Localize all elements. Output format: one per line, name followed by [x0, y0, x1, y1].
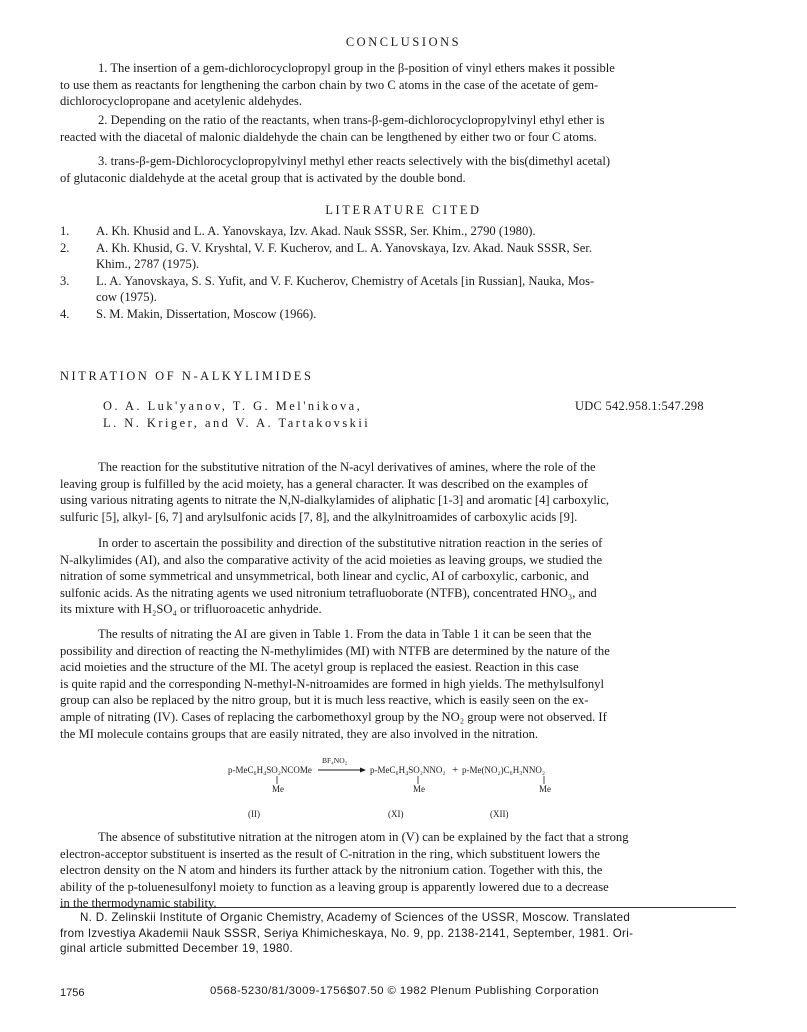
reference-text: A. Kh. Khusid and L. A. Yanovskaya, Izv. Akad. Nauk SSSR, Ser. Khim., 2790 (1980). — [96, 224, 536, 238]
udc-code: UDC 542.958.1:547.298 — [575, 399, 704, 413]
reactant-label: (II) — [248, 809, 260, 819]
product1-formula: p-MeC₆H₄SO₂NNO₂ — [370, 765, 446, 775]
reference-item — [60, 273, 736, 306]
body-paragraph-4 — [60, 829, 736, 912]
text-line: is quite rapid and the corresponding N-methyl-N-nitroamides are formed in high yields. The methylsulfonyl — [60, 676, 604, 691]
reference-text: L. A. Yanovskaya, S. S. Yufit, and V. F. Kucherov, Chemistry of Acetals [in Russian], Nauka, Mos- — [96, 273, 595, 288]
reaction-scheme-figure — [200, 755, 620, 825]
reference-list — [60, 223, 736, 323]
reference-number: 2. — [60, 240, 70, 255]
text-line: 2. Depending on the ratio of the reactants, when trans-β-gem-dichlorocyclopropylvinyl ethyl ether is — [98, 113, 605, 127]
text-line: ability of the p-toluenesulfonyl moiety to function as a leaving group is apparently lowered due to a decrease — [60, 879, 609, 894]
reactant-substituent: Me — [272, 784, 284, 794]
product1-label: (XI) — [388, 809, 404, 819]
publisher-code: 0568-5230/81/3009-1756$07.50 © 1982 Plenum Publishing Corporation — [210, 985, 600, 997]
text-line: sulfuric [5], alkyl- [6, 7] and arylsulfonic acids [7, 8], and the alkylnitroamides of carboxylic acids [9]. — [60, 509, 578, 524]
reference-text: Khim., 2787 (1975). — [96, 257, 200, 272]
product2-substituent: Me — [539, 784, 551, 794]
text-line: using various nitrating agents to nitrate the N,N-dialkylamides of aliphatic [1-3] and aromatic [4] carboxylic, — [60, 493, 610, 508]
reference-item — [60, 240, 736, 273]
text-line: leaving group is fulfilled by the acid moiety, has a general character. It was described on the examples of — [60, 476, 588, 491]
authors-line: O. A. Luk'yanov, T. G. Mel'nikova, — [103, 399, 363, 413]
text-line: in the thermodynamic stability. — [60, 896, 217, 911]
reaction-scheme — [200, 755, 620, 825]
text-line: The absence of substitutive nitration at the nitrogen atom in (V) can be explained by the fact that a strong — [98, 830, 629, 844]
text-line: The results of nitrating the AI are given in Table 1. From the data in Table 1 it can be seen that the — [98, 627, 592, 641]
conclusion-item-3 — [60, 153, 736, 186]
reference-number: 3. — [60, 273, 70, 288]
product2-label: (XII) — [490, 809, 509, 819]
page-number: 1756 — [60, 987, 85, 999]
footnote — [60, 910, 736, 957]
article-title: NITRATION OF N-ALKYLIMIDES — [60, 369, 314, 383]
text-line: reacted with the diacetal of malonic dialdehyde the chain can be lengthened by either two or four C atoms. — [60, 129, 597, 144]
text-line: to use them as reactants for lengthening the carbon chain by two C atoms in the case of the acetate of gem- — [60, 77, 599, 92]
text-line: its mixture with H₂SO₄ or trifluoroacetic anhydride. — [60, 602, 322, 617]
conclusion-item-2 — [60, 112, 736, 145]
text-line: dichlorocyclopropane and acetylenic aldehydes. — [60, 94, 302, 109]
footnote-line: from Izvestiya Akademii Nauk SSSR, Seriya Khimicheskaya, No. 9, pp. 2138-2141, September, 1981. Ori- — [60, 926, 634, 940]
reagent-label: BF₄NO₂ — [322, 756, 348, 765]
footnote-line: N. D. Zelinskii Institute of Organic Chemistry, Academy of Sciences of the USSR, Moscow. Translated — [80, 911, 631, 924]
authors-line: L. N. Kriger, and V. A. Tartakovskii — [103, 416, 371, 430]
reference-item — [60, 223, 736, 240]
text-line: ample of nitrating (IV). Cases of replacing the carbomethoxyl group by the NO₂ group were not observed. If — [60, 709, 607, 724]
product2-formula: p-Me(NO₂)C₆H₃NNO₂ — [462, 765, 546, 775]
text-line: nitration of some symmetrical and unsymmetrical, both linear and cyclic, AI of carboxylic, carbonic, and — [60, 569, 589, 584]
reference-number: 4. — [60, 306, 70, 321]
body-paragraph-2 — [60, 535, 736, 618]
text-line: possibility and direction of reacting the N-methylimides (MI) with NTFB are determined by the nature of the — [60, 643, 610, 658]
text-line: acid moieties and the structure of the MI. The acetyl group is replaced the easiest. Reaction in this case — [60, 660, 579, 675]
literature-heading: LITERATURE CITED — [325, 203, 482, 217]
text-line: the MI molecule contains groups that are easily nitrated, they are also involved in the nitration. — [60, 726, 539, 741]
product1-substituent: Me — [413, 784, 425, 794]
article-authors — [103, 398, 370, 432]
plus-sign: + — [452, 764, 459, 776]
text-line: N-alkylimides (AI), and also the comparative activity of the acid moieties as leaving groups, we studied the — [60, 552, 603, 567]
text-line: electron density on the N atom and hinders its further attack by the nitronium cation. Together with this, the — [60, 863, 603, 878]
reference-text: S. M. Makin, Dissertation, Moscow (1966). — [96, 306, 317, 321]
footnote-line: ginal article submitted December 19, 1980. — [60, 942, 293, 955]
text-line: sulfonic acids. As the nitrating agents we used nitronium tetrafluoborate (NTFB), concentrated HNO₃, and — [60, 585, 597, 600]
reference-text: A. Kh. Khusid, G. V. Kryshtal, V. F. Kucherov, and L. A. Yanovskaya, Izv. Akad. Nauk SSSR, Ser. — [96, 240, 592, 255]
body-paragraph-3 — [60, 626, 736, 742]
text-line: electron-acceptor substituent is inserted as the result of C-nitration in the ring, which substituent lowers the — [60, 846, 601, 861]
reference-text: cow (1975). — [96, 290, 157, 305]
footnote-rule — [60, 907, 736, 908]
text-line: group can also be replaced by the nitro group, but it is much less reactive, which is easily seen on the ex- — [60, 693, 589, 708]
arrow-head — [360, 768, 366, 773]
body-paragraph-1 — [60, 459, 736, 525]
conclusion-item-1 — [60, 60, 736, 110]
text-line: 1. The insertion of a gem-dichlorocyclopropyl group in the β-position of vinyl ethers makes it possible — [98, 61, 615, 75]
text-line: of glutaconic dialdehyde at the acetal group that is activated by the double bond. — [60, 170, 466, 185]
reference-item — [60, 306, 736, 323]
text-line: The reaction for the substitutive nitration of the N-acyl derivatives of amines, where the role of the — [98, 460, 596, 474]
conclusions-heading: CONCLUSIONS — [345, 35, 462, 49]
text-line: 3. trans-β-gem-Dichlorocyclopropylvinyl methyl ether reacts selectively with the bis(dimethyl acetal) — [98, 154, 611, 168]
reactant-formula: p-MeC₆H₄SO₂NCOMe — [228, 765, 312, 775]
reference-number: 1. — [60, 224, 70, 238]
text-line: In order to ascertain the possibility and direction of the substitutive nitration reaction in the series of — [98, 536, 603, 550]
